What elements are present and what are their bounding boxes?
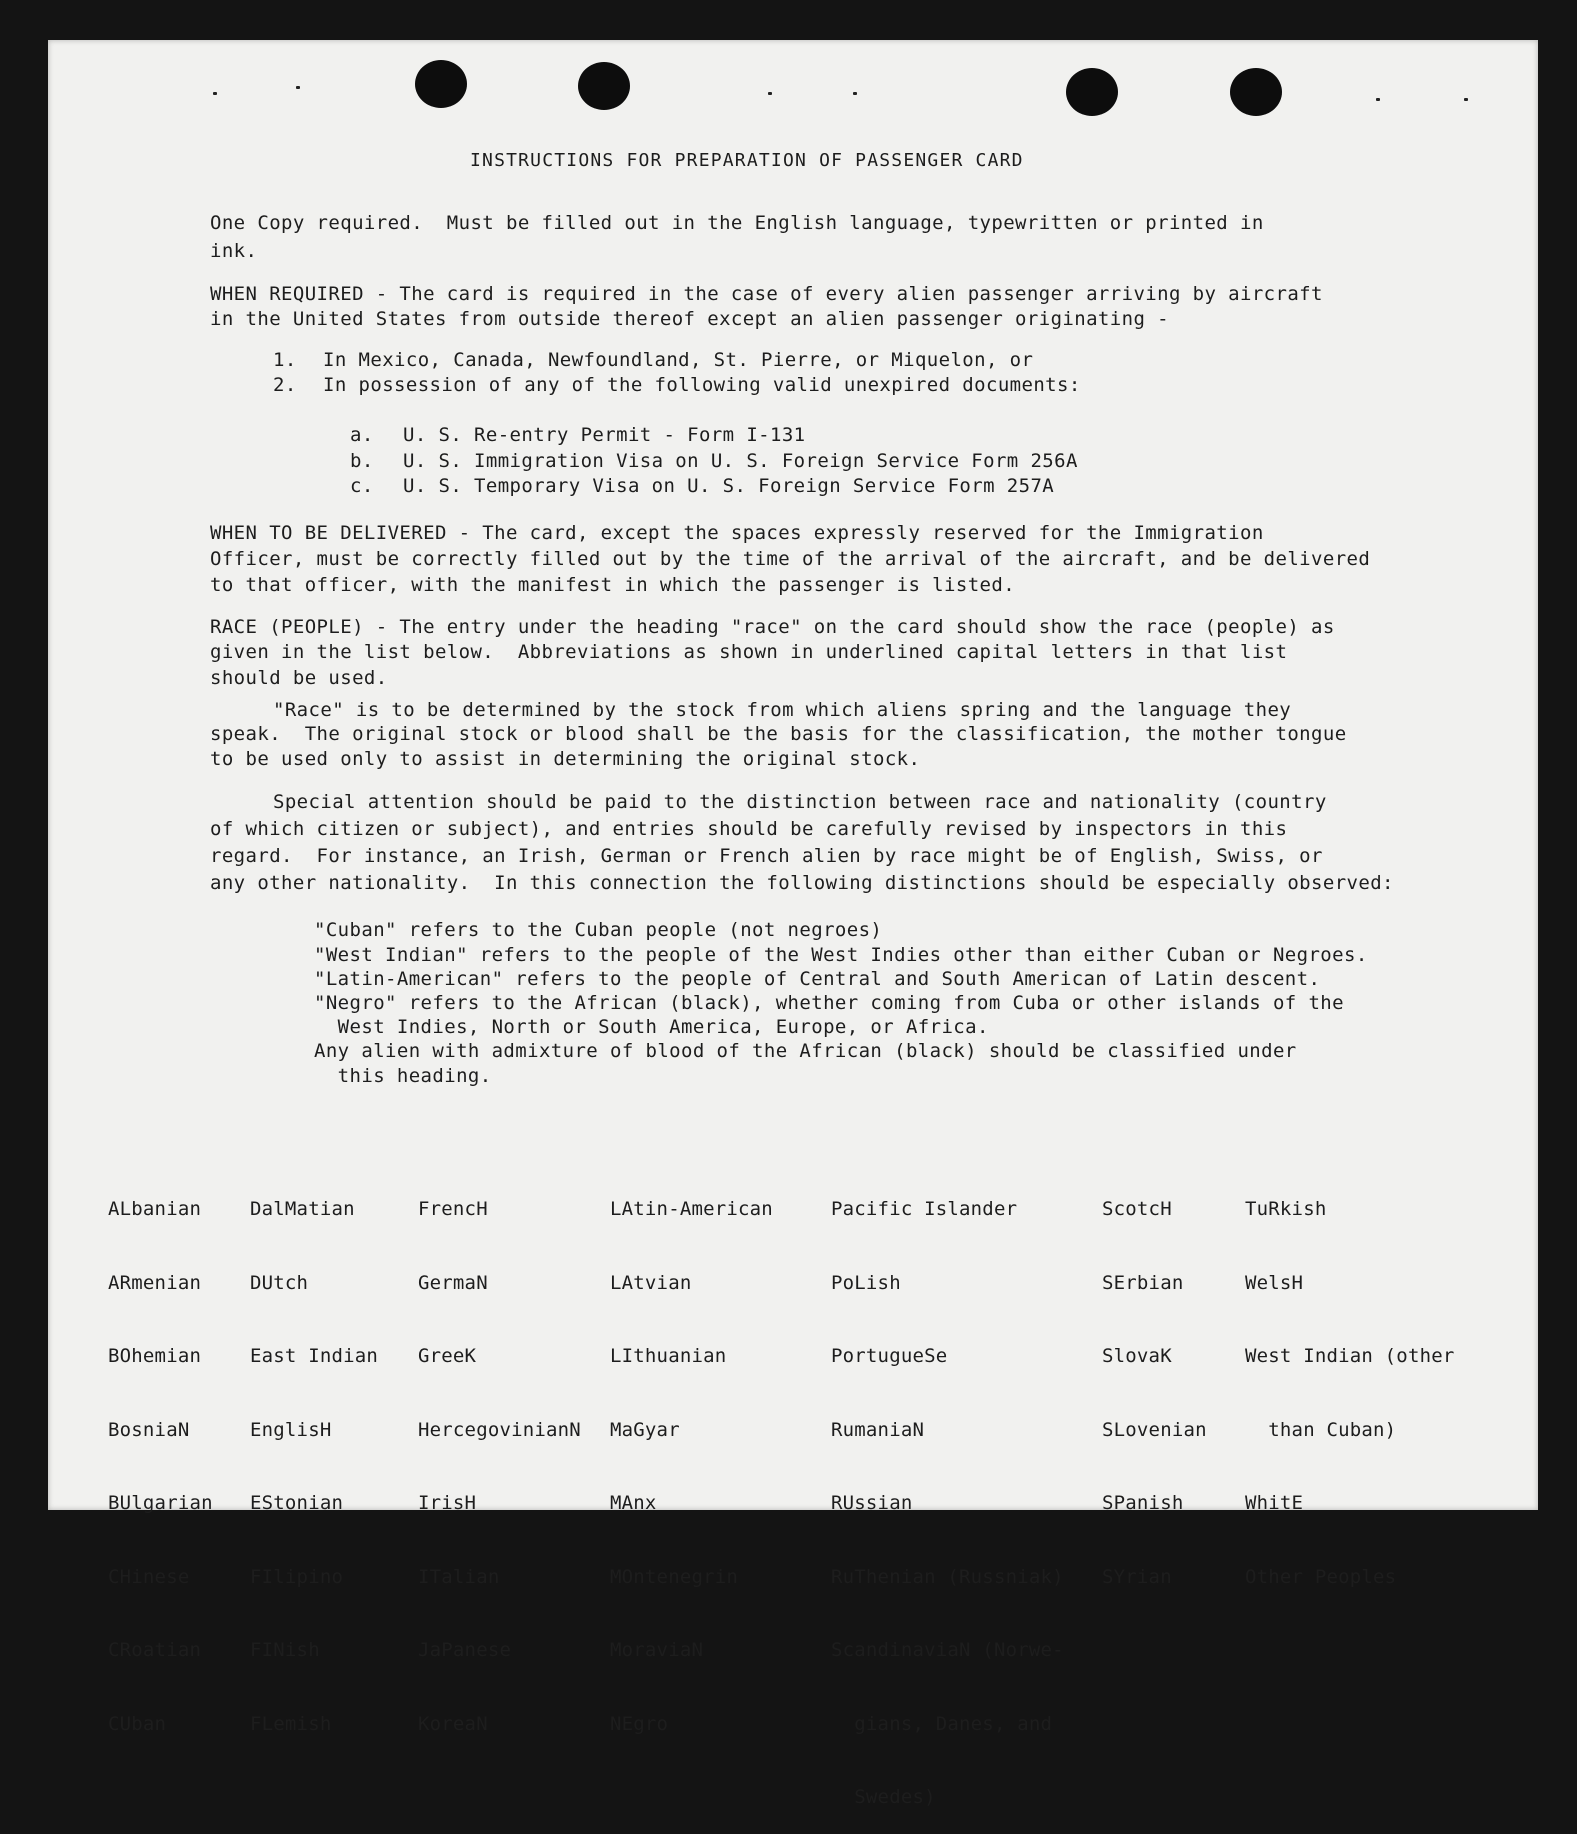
race-list-item: PortugueSe	[831, 1345, 948, 1367]
race-list-item: MOntenegrin	[610, 1565, 739, 1588]
sub-item: U. S. Temporary Visa on U. S. Foreign Service Form 257A	[403, 475, 1055, 497]
distinction-line: West Indies, North or South America, Europe, or Africa.	[314, 1016, 989, 1038]
race-list-item: Pacific Islander	[831, 1198, 1018, 1220]
race-list-item: LAtvian	[610, 1271, 692, 1294]
race-list-item: ARmenian	[108, 1271, 202, 1294]
race-list-item: LIthuanian	[610, 1345, 727, 1367]
race-list-item: SlovaK	[1102, 1345, 1172, 1367]
race-list-item: ScandinaviaN (Norwe-	[831, 1639, 1064, 1661]
race-line-2: given in the list below. Abbreviations as shown in underlined capital letters in that list	[210, 641, 1288, 663]
list-item: In possession of any of the following valid unexpired documents:	[323, 374, 1081, 396]
sub-item: U. S. Immigration Visa on U. S. Foreign Service Form 256A	[403, 450, 1078, 472]
race-list-item: FIlipino	[250, 1565, 344, 1588]
special-line-2: of which citizen or subject), and entries should be carefully revised by inspectors in this	[210, 818, 1288, 840]
sub-item-letter: b.	[350, 450, 374, 472]
race-list-item: MaGyar	[610, 1418, 680, 1441]
when-required-line-1: WHEN REQUIRED - The card is required in the case of every alien passenger arriving by aircraft	[210, 283, 1323, 305]
race-list-item: East Indian	[250, 1345, 379, 1367]
race-list-item: Other Peoples	[1245, 1565, 1397, 1588]
race-list-item: DUtch	[250, 1271, 309, 1294]
race-list-item: gians, Danes, and	[831, 1712, 1053, 1735]
when-required-line-2: in the United States from outside thereof except an alien passenger originating -	[210, 308, 1169, 330]
race-list-item: RuThenian (Russniak)	[831, 1565, 1064, 1588]
race-list-item: Swedes)	[831, 1786, 936, 1808]
race-list-item: CRoatian	[108, 1639, 202, 1661]
punch-hole	[578, 62, 630, 110]
race-list-item: JaPanese	[418, 1639, 512, 1661]
race-list-item: WelsH	[1245, 1271, 1304, 1294]
distinction-line: "Negro" refers to the African (black), whether coming from Cuba or other islands of the	[314, 992, 1344, 1014]
race-list-item: FINish	[250, 1639, 320, 1661]
intro-line-2: ink.	[210, 240, 258, 262]
when-delivered-line-3: to that officer, with the manifest in which the passenger is listed.	[210, 574, 1016, 596]
race-def-line-1: "Race" is to be determined by the stock from which aliens spring and the language they	[273, 699, 1292, 721]
distinction-line: Any alien with admixture of blood of the African (black) should be classified under	[314, 1040, 1297, 1062]
list-item: In Mexico, Canada, Newfoundland, St. Pierre, or Miquelon, or	[323, 349, 1034, 371]
race-list-item: ScotcH	[1102, 1198, 1172, 1220]
race-list-item: FLemish	[250, 1712, 332, 1735]
sub-item: U. S. Re-entry Permit - Form I-131	[403, 424, 806, 446]
race-def-line-3: to be used only to assist in determining the original stock.	[210, 748, 921, 770]
punch-hole	[1230, 68, 1282, 116]
race-list-item: DalMatian	[250, 1198, 355, 1220]
race-list-item: ITalian	[418, 1565, 500, 1588]
race-list-item: NEgro	[610, 1712, 669, 1735]
punch-hole	[1066, 68, 1118, 116]
race-list-column-5	[831, 1148, 1064, 1834]
race-list-item: West Indian (other	[1245, 1345, 1455, 1367]
race-list-item: BosniaN	[108, 1418, 190, 1441]
race-list-item: CUban	[108, 1712, 167, 1735]
special-line-4: any other nationality. In this connection the following distinctions should be especially observed:	[210, 872, 1394, 894]
special-line-1: Special attention should be paid to the distinction between race and nationality (country	[273, 791, 1327, 813]
distinction-line: "Cuban" refers to the Cuban people (not negroes)	[314, 919, 883, 941]
distinction-line: this heading.	[314, 1065, 492, 1087]
race-list-item: ALbanian	[108, 1198, 202, 1220]
race-list-item: than Cuban)	[1245, 1418, 1397, 1441]
race-list-item: KoreaN	[418, 1712, 488, 1735]
race-list-item: PoLish	[831, 1271, 901, 1294]
race-list-item: SPanish	[1102, 1492, 1184, 1514]
race-list-item: CHinese	[108, 1565, 190, 1588]
race-list-item: EnglisH	[250, 1418, 332, 1441]
page-title: INSTRUCTIONS FOR PREPARATION OF PASSENGER CARD	[470, 150, 1024, 171]
race-list-item: RumaniaN	[831, 1418, 925, 1441]
race-line-3: should be used.	[210, 667, 388, 689]
race-list-item: FrencH	[418, 1198, 488, 1220]
race-list-item: EStonian	[250, 1492, 344, 1514]
race-list-item: MoraviaN	[610, 1639, 704, 1661]
race-list-item: BUlgarian	[108, 1492, 213, 1514]
race-list-item: MAnx	[610, 1492, 657, 1514]
intro-line-1: One Copy required. Must be filled out in the English language, typewritten or printed in	[210, 212, 1264, 234]
race-list-item: TuRkish	[1245, 1198, 1327, 1220]
punch-hole	[415, 60, 467, 108]
race-list-item: SErbian	[1102, 1271, 1184, 1294]
race-list-column-1	[108, 1148, 213, 1761]
race-list-column-4	[610, 1148, 773, 1761]
race-list-item: HercegovinianN	[418, 1418, 581, 1441]
race-list-item: RUssian	[831, 1492, 913, 1514]
list-item-number: 2.	[273, 374, 297, 396]
race-list-item: BOhemian	[108, 1345, 202, 1367]
race-list-item: LAtin-American	[610, 1198, 773, 1220]
race-list-item: IrisH	[418, 1492, 477, 1514]
sub-item-letter: a.	[350, 424, 374, 446]
sub-item-letter: c.	[350, 475, 374, 497]
special-line-3: regard. For instance, an Irish, German or French alien by race might be of English, Swiss, or	[210, 845, 1323, 867]
race-list-column-2	[250, 1148, 378, 1761]
when-delivered-line-1: WHEN TO BE DELIVERED - The card, except the spaces expressly reserved for the Immigration	[210, 522, 1264, 544]
race-list-item: GermaN	[418, 1271, 488, 1294]
when-delivered-line-2: Officer, must be correctly filled out by the time of the arrival of the aircraft, and be delivered	[210, 548, 1371, 570]
race-def-line-2: speak. The original stock or blood shall be the basis for the classification, the mother tongue	[210, 723, 1347, 745]
race-list-column-3	[418, 1148, 581, 1761]
list-item-number: 1.	[273, 349, 297, 371]
race-list-item: SLovenian	[1102, 1418, 1207, 1441]
distinction-line: "Latin-American" refers to the people of Central and South American of Latin descent.	[314, 968, 1321, 990]
race-line-1: RACE (PEOPLE) - The entry under the heading "race" on the card should show the race (people) as	[210, 616, 1335, 638]
race-list-item: GreeK	[418, 1345, 477, 1367]
race-list-item: SYrian	[1102, 1565, 1172, 1588]
distinction-line: "West Indian" refers to the people of the West Indies other than either Cuban or Negroes.	[314, 944, 1368, 966]
race-list-item: WhitE	[1245, 1492, 1304, 1514]
